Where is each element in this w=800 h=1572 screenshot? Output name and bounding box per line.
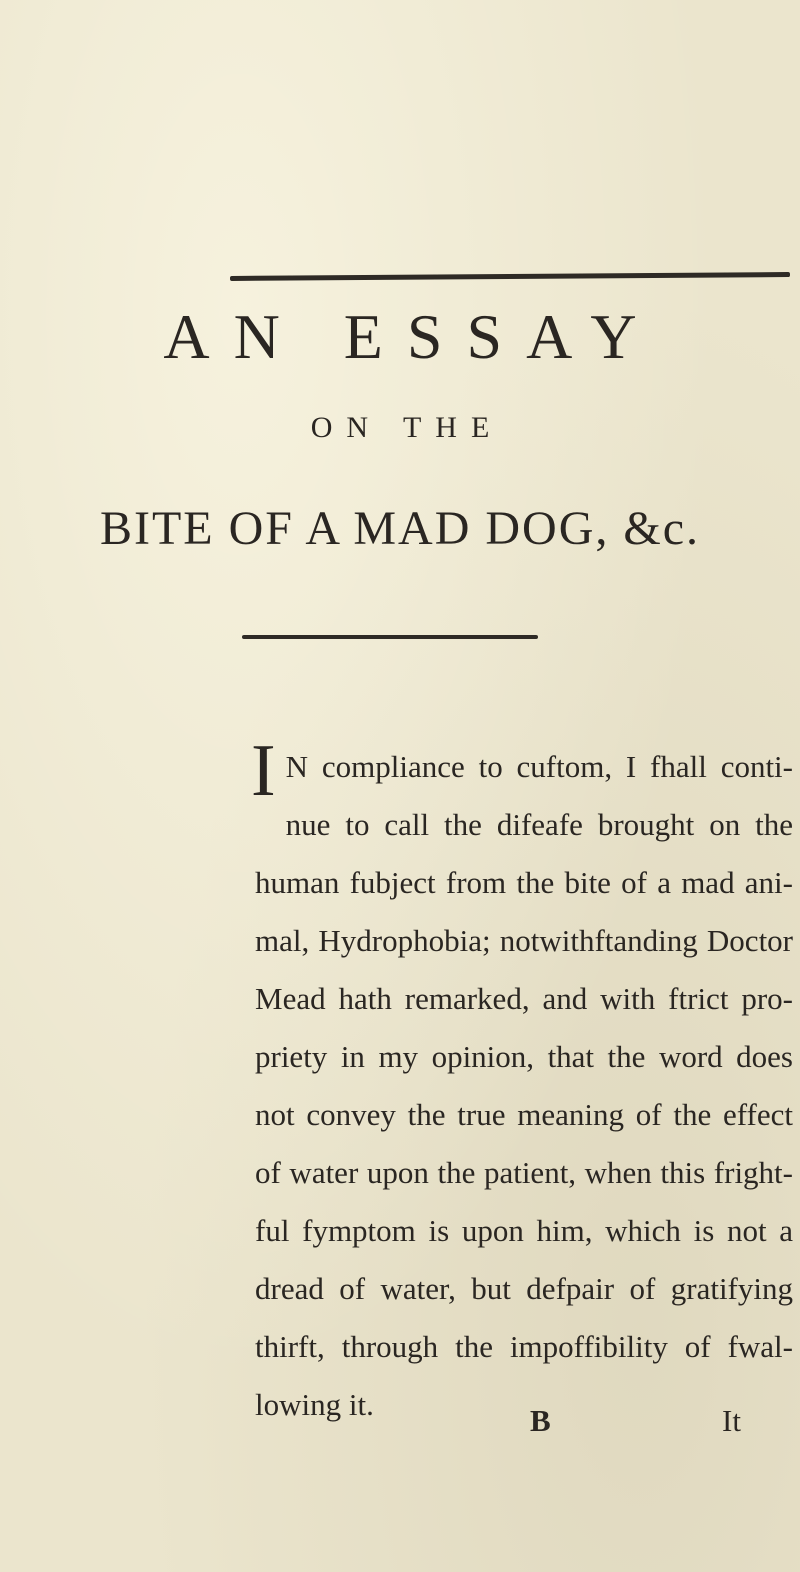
catchword: It [722, 1403, 741, 1438]
page-subtitle: BITE OF A MAD DOG, &c. [99, 502, 700, 555]
paragraph-text: N compliance to cuftom, I fhall conti- nue to call the difeafe brought on the human fubject from the bite of a mad ani- mal, Hydrophobia; notwithftanding Doctor Mead hath remarked, and with ftrict pro- priety in my opinion, that the word does not convey the true meaning of the effect of water upon the patient, when this fright- ful fymptom is upon him, which is not a dread of water, but defpair of gratifying thirft, through the impoffibility of fwal- lowing it. [255, 749, 793, 1422]
title-connector: ON THE [310, 411, 504, 444]
section-divider-rule [242, 635, 538, 639]
body-paragraph [251, 730, 793, 1434]
page-title: AN ESSAY [163, 301, 661, 372]
signature-mark: B [530, 1403, 551, 1438]
drop-cap-initial: I [251, 730, 276, 812]
top-ornamental-rule [230, 272, 790, 281]
